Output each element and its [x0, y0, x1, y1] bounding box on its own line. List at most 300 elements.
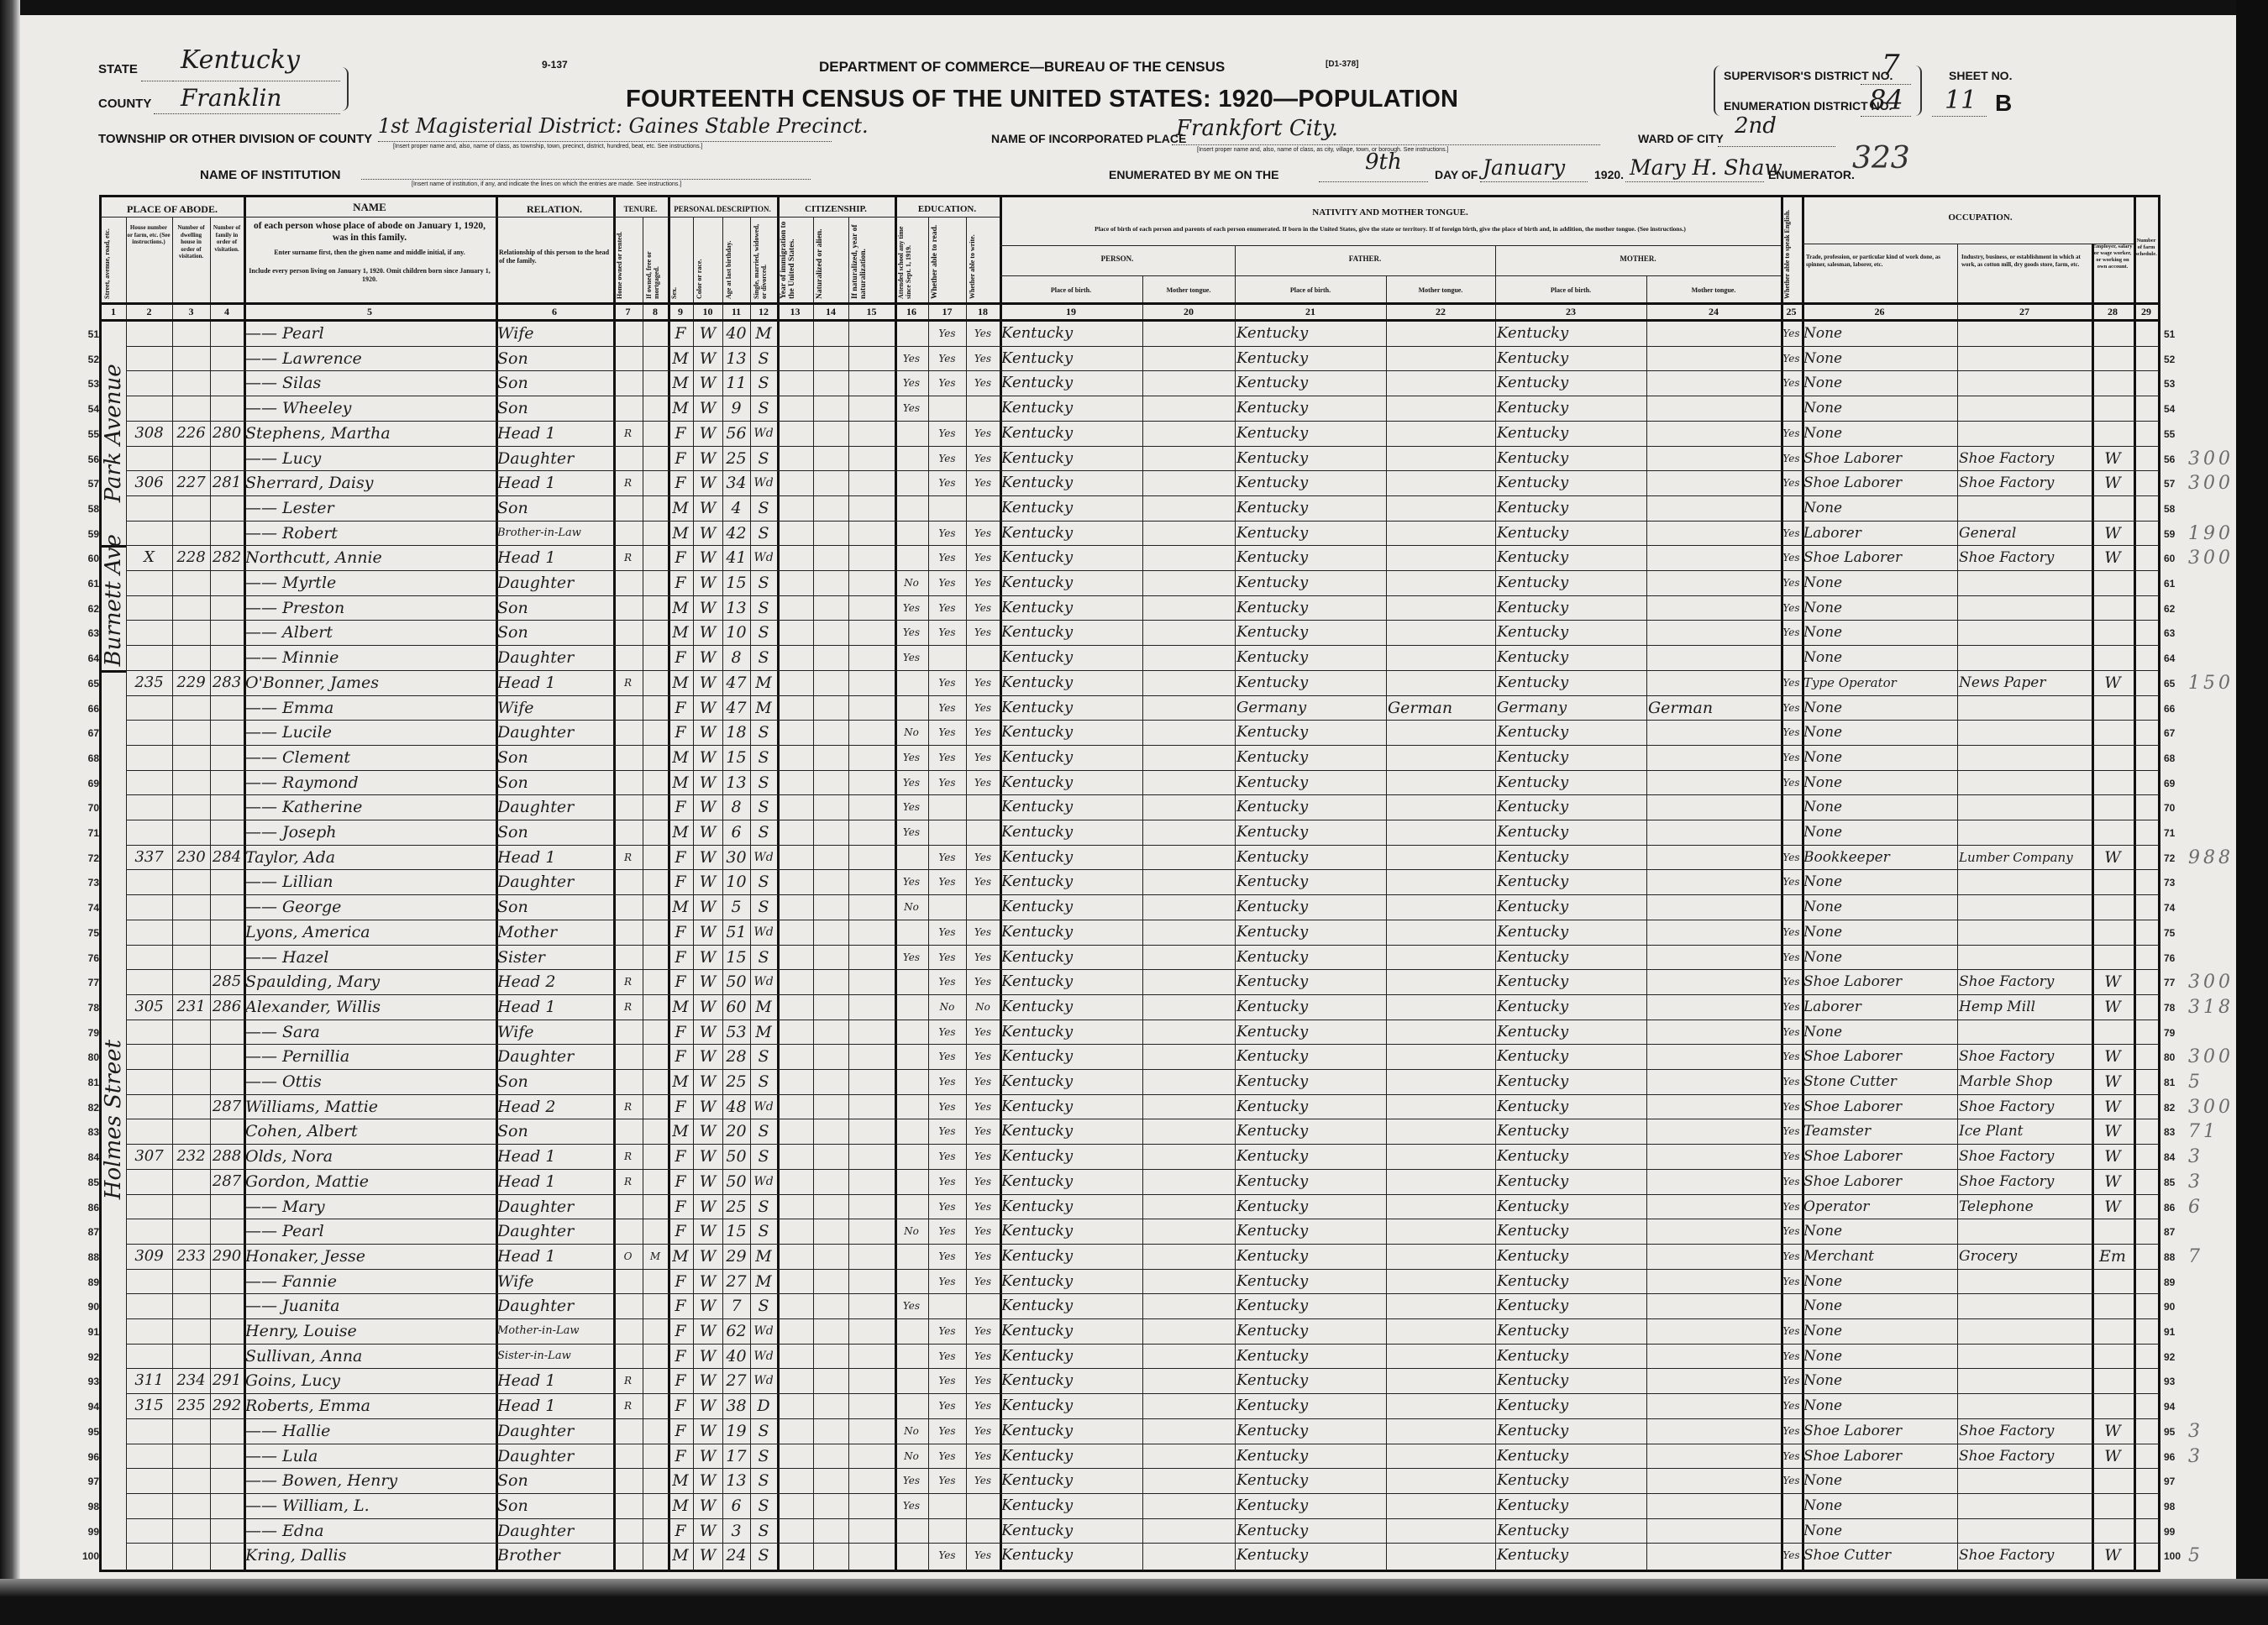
person-name: —— Pearl [245, 324, 324, 343]
column-number: 20 [1184, 306, 1194, 317]
header-c28: Employer, salary or wage worker, or working on own account. [2092, 244, 2133, 270]
column-number: 15 [866, 306, 877, 317]
person-birthplace: Kentucky [1001, 1246, 1074, 1265]
relation: Brother [497, 1546, 560, 1565]
marital-status: M [755, 1271, 772, 1291]
relation: Head 1 [497, 847, 556, 867]
occupation-trade: None [1803, 1397, 1843, 1415]
dwelling-number: 232 [176, 1147, 206, 1166]
occupation-trade: Stone Cutter [1803, 1073, 1897, 1090]
race: W [699, 648, 717, 668]
line-number: 67 [87, 727, 99, 740]
row-rule [126, 869, 2159, 870]
mother-birthplace: Kentucky [1497, 1122, 1569, 1140]
house-number: 305 [134, 997, 164, 1015]
header-father: FATHER. [1348, 254, 1382, 263]
able-to-read: Yes [938, 552, 956, 564]
year-label: 1920. [1594, 168, 1625, 181]
marital-status: S [758, 747, 769, 767]
marital-status: S [758, 574, 769, 592]
sex: F [675, 723, 686, 742]
line-number: 89 [87, 1276, 99, 1288]
institution-note: [Insert name of institution, if any, and indicate the lines on which the entries are made. See instructions.] [412, 181, 682, 187]
line-number: 65 [87, 677, 99, 689]
speaks-english: Yes [1782, 1250, 1800, 1262]
father-birthplace: Kentucky [1236, 423, 1309, 442]
marital-status: S [758, 1297, 769, 1316]
able-to-read: Yes [938, 1200, 956, 1213]
header-citizenship: CITIZENSHIP. [805, 204, 867, 214]
house-number: X [144, 548, 155, 567]
speaks-english: Yes [1782, 1000, 1800, 1013]
supervisor-district-value: 7 [1882, 49, 1900, 82]
line-number: 55 [87, 427, 99, 440]
relation: Head 1 [497, 474, 556, 493]
age: 7 [731, 1297, 742, 1316]
race: W [699, 1172, 717, 1191]
able-to-read: Yes [938, 377, 956, 390]
speaks-english: Yes [1782, 1076, 1800, 1088]
mother-birthplace: Kentucky [1497, 1047, 1569, 1066]
enumerated-month: January [1483, 155, 1566, 180]
occupation-trade: None [1803, 424, 1843, 442]
marital-status: S [758, 648, 769, 668]
header-mother-pob: Place of birth. [1550, 286, 1592, 294]
line-number: 85 [87, 1176, 99, 1188]
header-mother-tongue: Mother tongue. [1691, 286, 1736, 294]
column-number: 16 [906, 306, 916, 317]
marital-status: S [758, 723, 769, 742]
line-number-right: 88 [2164, 1250, 2176, 1263]
sex: M [672, 1122, 689, 1141]
person-name: —— Juanita [245, 1297, 340, 1316]
marital-status: S [758, 773, 769, 792]
marital-status: S [758, 523, 769, 543]
column-number: 12 [759, 306, 769, 317]
race: W [699, 349, 717, 368]
mother-birthplace: Kentucky [1497, 349, 1569, 367]
person-birthplace: Kentucky [1001, 873, 1074, 891]
mother-birthplace: Kentucky [1497, 1271, 1569, 1290]
row-rule [126, 421, 2159, 422]
line-number-right: 60 [2164, 553, 2176, 565]
marital-status: S [758, 798, 769, 817]
row-rule [126, 370, 2159, 371]
sex: F [675, 1271, 686, 1291]
speaks-english: Yes [1782, 377, 1800, 390]
marital-status: S [758, 947, 769, 967]
marital-status: S [758, 1521, 769, 1540]
person-name: Roberts, Emma [245, 1397, 370, 1416]
person-name: —— Sara [245, 1022, 320, 1041]
worker-class: W [2104, 448, 2121, 468]
speaks-english: Yes [1782, 1375, 1800, 1387]
column-number: 7 [625, 306, 631, 317]
father-birthplace: Kentucky [1236, 1546, 1309, 1565]
able-to-write: Yes [974, 328, 992, 339]
house-number: 309 [134, 1246, 164, 1265]
person-birthplace: Kentucky [1001, 1197, 1074, 1215]
able-to-read: Yes [938, 776, 956, 789]
line-number-right: 83 [2164, 1126, 2176, 1139]
mother-birthplace: Kentucky [1497, 498, 1569, 516]
marital-status: S [758, 1147, 769, 1166]
line-number: 77 [87, 977, 99, 989]
dwelling-number: 228 [176, 548, 206, 567]
line-number-right: 93 [2164, 1376, 2176, 1388]
header-c18: Whether able to write. [969, 234, 976, 299]
father-birthplace: Germany [1236, 698, 1307, 716]
occupation-industry: Hemp Mill [1959, 998, 2036, 1015]
relation: Head 1 [497, 1397, 556, 1416]
line-number: 53 [87, 378, 99, 391]
person-birthplace: Kentucky [1001, 324, 1074, 342]
person-name: —— Pernillia [245, 1047, 350, 1067]
race: W [699, 922, 717, 941]
speaks-english: Yes [1782, 1151, 1800, 1163]
line-number: 98 [87, 1500, 99, 1512]
pencil-code: 3 [2188, 1445, 2203, 1467]
header-relation-desc: Relationship of this person to the head of the family. [499, 249, 610, 265]
header-person-tongue: Mother tongue. [1166, 286, 1211, 294]
enumeration-district-label: ENUMERATION DISTRICT NO. [1724, 99, 1893, 113]
column-number: 19 [1066, 306, 1076, 317]
line-number: 94 [87, 1401, 99, 1413]
speaks-english: Yes [1782, 626, 1800, 639]
person-name: —— Hallie [245, 1421, 331, 1440]
able-to-read: Yes [938, 1350, 956, 1362]
line-number: 61 [87, 578, 99, 590]
line-number-right: 65 [2164, 677, 2176, 689]
age: 24 [726, 1546, 747, 1565]
person-birthplace: Kentucky [1001, 498, 1074, 516]
father-birthplace: Kentucky [1236, 399, 1309, 417]
father-birthplace: Kentucky [1236, 1147, 1309, 1166]
row-rule [126, 695, 2159, 696]
ward-value: 2nd [1735, 113, 1777, 139]
relation: Head 1 [497, 997, 556, 1016]
father-birthplace: Kentucky [1236, 548, 1309, 567]
line-number: 69 [87, 777, 99, 789]
row-rule [126, 620, 2159, 621]
header-c1: Street, avenue, road, etc. [103, 228, 111, 299]
column-number: 5 [367, 306, 372, 317]
header-person-pob: Place of birth. [1050, 286, 1092, 294]
row-rule [126, 545, 2159, 546]
able-to-read: Yes [938, 1549, 956, 1562]
mother-birthplace: Kentucky [1497, 523, 1569, 542]
occupation-industry: Ice Plant [1959, 1123, 2024, 1140]
family-number: 290 [212, 1246, 242, 1265]
able-to-read: Yes [938, 1275, 956, 1287]
nativity-subheader-rule-2 [1000, 275, 1781, 276]
township-label: TOWNSHIP OR OTHER DIVISION OF COUNTY [98, 132, 373, 146]
occupation-trade: None [1803, 499, 1843, 516]
row-rule [126, 894, 2159, 895]
age: 5 [731, 898, 742, 917]
row-rule [126, 670, 2159, 671]
able-to-read: Yes [938, 1400, 956, 1413]
header-c9: Sex. [670, 287, 678, 299]
mother-birthplace: Kentucky [1497, 623, 1569, 642]
occupation-trade: None [1803, 1472, 1843, 1490]
race: W [699, 1371, 717, 1391]
family-number: 285 [212, 972, 242, 991]
family-number: 286 [212, 997, 242, 1015]
mother-birthplace: Kentucky [1497, 1471, 1569, 1490]
line-number-right: 81 [2164, 1077, 2176, 1088]
person-name: —— Lawrence [245, 349, 362, 368]
marital-status: Wd [753, 1099, 774, 1114]
person-birthplace: Kentucky [1001, 747, 1074, 766]
marital-status: S [758, 598, 769, 617]
row-rule [126, 1044, 2159, 1045]
person-birthplace: Kentucky [1001, 1097, 1074, 1115]
able-to-write: Yes [974, 751, 992, 763]
person-birthplace: Kentucky [1001, 673, 1074, 691]
person-name: Stephens, Martha [245, 423, 391, 443]
row-rule [126, 745, 2159, 746]
person-name: —— Emma [245, 698, 334, 717]
dwelling-number: 233 [176, 1246, 206, 1265]
marital-status: Wd [753, 850, 774, 864]
line-number: 73 [87, 877, 99, 889]
line-number-right: 63 [2164, 627, 2176, 640]
pencil-code: 71 [2188, 1121, 2218, 1143]
person-birthplace: Kentucky [1001, 448, 1074, 467]
person-name: —— Lillian [245, 873, 333, 892]
person-name: Goins, Lucy [245, 1371, 340, 1391]
able-to-write: Yes [974, 1350, 992, 1362]
occupation-trade: None [1803, 748, 1843, 766]
occupation-trade: Shoe Laborer [1803, 1048, 1903, 1066]
line-number-right: 90 [2164, 1301, 2176, 1313]
relation: Son [497, 1471, 528, 1491]
row-rule [126, 346, 2159, 347]
occupation-trade: None [1803, 1323, 1843, 1339]
relation: Head 1 [497, 673, 556, 692]
sex: M [672, 1072, 689, 1091]
line-number: 74 [87, 902, 99, 915]
speaks-english: Yes [1782, 1025, 1800, 1038]
able-to-read: Yes [938, 477, 956, 490]
able-to-read: Yes [938, 976, 956, 988]
line-number: 80 [87, 1051, 99, 1064]
occupation-trade: Shoe Cutter [1803, 1547, 1892, 1565]
header-nativity: NATIVITY AND MOTHER TONGUE. [1312, 207, 1468, 218]
row-rule [126, 945, 2159, 946]
line-number-right: 53 [2164, 378, 2176, 391]
sex: F [675, 1197, 686, 1216]
form-number: 9-137 [542, 59, 568, 71]
race: W [699, 1222, 717, 1241]
column-divider [1235, 245, 1236, 1570]
occupation-industry: News Paper [1959, 674, 2046, 691]
state-county-brace [340, 67, 349, 111]
person-birthplace: Kentucky [1001, 1072, 1074, 1090]
tenure-owned-rented: O [623, 1250, 633, 1262]
person-birthplace: Kentucky [1001, 1047, 1074, 1066]
able-to-read: Yes [938, 1424, 956, 1437]
line-number-right: 78 [2164, 1001, 2176, 1014]
relation: Son [497, 623, 528, 642]
line-number: 88 [87, 1250, 99, 1263]
father-birthplace: Kentucky [1236, 1097, 1309, 1115]
sex: F [675, 1147, 686, 1166]
age: 20 [726, 1122, 747, 1141]
row-rule [126, 1169, 2159, 1170]
line-number-right: 71 [2164, 827, 2176, 839]
able-to-read: Yes [938, 577, 956, 589]
able-to-write: Yes [974, 1151, 992, 1163]
sex: F [675, 947, 686, 967]
pencil-code: 150 [2188, 672, 2234, 694]
speaks-english: Yes [1782, 925, 1800, 938]
marital-status: M [755, 324, 772, 343]
father-birthplace: Kentucky [1236, 574, 1309, 591]
father-birthplace: Kentucky [1236, 1397, 1309, 1415]
race: W [699, 847, 717, 867]
occupation-trade: Teamster [1803, 1123, 1872, 1140]
sex: F [675, 1222, 686, 1241]
line-number-right: 87 [2164, 1226, 2176, 1239]
person-name: —— Preston [245, 598, 345, 617]
nativity-subheader-rule [1000, 245, 1781, 246]
father-birthplace: Kentucky [1236, 648, 1309, 667]
header-c26: Trade, profession, or particular kind of work done, as spinner, salesman, laborer, etc. [1806, 254, 1940, 268]
tenure-owned-rented: R [623, 477, 633, 490]
line-number: 70 [87, 802, 99, 815]
mother-birthplace: Kentucky [1497, 648, 1569, 667]
person-birthplace: Kentucky [1001, 1022, 1074, 1041]
row-rule [126, 720, 2159, 721]
marital-status: S [758, 1122, 769, 1141]
mother-birthplace: Kentucky [1497, 474, 1569, 492]
age: 15 [726, 947, 747, 967]
line-number-right: 91 [2164, 1326, 2176, 1338]
mother-birthplace: Kentucky [1497, 1446, 1569, 1465]
header-name: NAME [353, 201, 386, 213]
occupation-trade: None [1803, 375, 1843, 392]
able-to-read: Yes [938, 1325, 956, 1337]
family-number: 280 [212, 423, 242, 442]
marital-status: S [758, 873, 769, 892]
relation: Brother-in-Law [497, 526, 581, 539]
state-value: Kentucky [181, 45, 300, 75]
worker-class: W [2104, 1122, 2121, 1141]
sex: F [675, 698, 686, 717]
line-number-right: 73 [2164, 877, 2176, 889]
able-to-write: Yes [974, 951, 992, 963]
column-divider [613, 196, 616, 1570]
sex: F [675, 1322, 686, 1340]
age: 11 [726, 374, 747, 393]
marital-status: S [758, 1222, 769, 1241]
row-rule [126, 521, 2159, 522]
relation: Son [497, 898, 528, 917]
line-number: 76 [87, 951, 99, 964]
sheet-label: SHEET NO. [1949, 69, 2013, 82]
able-to-write: No [975, 1000, 990, 1013]
line-number: 68 [87, 752, 99, 764]
race: W [699, 1271, 717, 1291]
sex: F [675, 873, 686, 892]
column-number: 23 [1566, 306, 1576, 317]
column-number: 3 [188, 306, 194, 317]
able-to-write: Yes [974, 1051, 992, 1063]
speaks-english: Yes [1782, 1424, 1800, 1437]
column-number: 1 [111, 306, 116, 317]
father-birthplace: Kentucky [1236, 1246, 1309, 1265]
age: 25 [726, 1072, 747, 1091]
speaks-english: Yes [1782, 1100, 1800, 1113]
marital-status: S [758, 374, 769, 393]
line-number: 95 [87, 1425, 99, 1438]
sex: M [672, 399, 689, 418]
marital-status: S [758, 1496, 769, 1515]
age: 10 [726, 623, 747, 642]
able-to-read: Yes [938, 601, 956, 614]
supervisor-district-label: SUPERVISOR'S DISTRICT NO. [1724, 69, 1893, 82]
family-number: 292 [212, 1397, 242, 1415]
sex: F [675, 1421, 686, 1440]
enumerated-day: 9th [1365, 149, 1402, 175]
mother-birthplace: Kentucky [1497, 673, 1569, 691]
person-birthplace: Kentucky [1001, 1397, 1074, 1415]
incorporated-underline [1172, 144, 1600, 145]
column-number: 8 [653, 306, 658, 317]
sex: F [675, 1346, 686, 1366]
line-number-right: 89 [2164, 1276, 2176, 1288]
census-title: FOURTEENTH CENSUS OF THE UNITED STATES: 1920—POPULATION [626, 86, 1459, 113]
line-number: 100 [82, 1550, 100, 1563]
mother-birthplace: Kentucky [1497, 1097, 1569, 1115]
speaks-english: Yes [1782, 477, 1800, 490]
person-birthplace: Kentucky [1001, 1496, 1074, 1514]
line-number: 96 [87, 1450, 99, 1463]
occupation-industry: Shoe Factory [1959, 1547, 2055, 1565]
dwelling-number: 235 [176, 1397, 206, 1415]
speaks-english: Yes [1782, 1051, 1800, 1063]
speaks-english: Yes [1782, 676, 1800, 689]
able-to-read: Yes [938, 1449, 956, 1462]
mother-birthplace: Kentucky [1497, 1496, 1569, 1514]
relation: Sister [497, 947, 545, 967]
race: W [699, 399, 717, 418]
header-tenure: TENURE. [623, 205, 658, 213]
occupation-industry: Shoe Factory [1959, 1422, 2055, 1439]
line-number-right: 64 [2164, 653, 2176, 665]
age: 6 [731, 1496, 742, 1515]
column-number: 24 [1709, 306, 1719, 317]
relation: Head 2 [497, 972, 556, 992]
person-birthplace: Kentucky [1001, 898, 1074, 916]
attended-school: Yes [902, 402, 921, 415]
street-name: Burnett Ave [101, 534, 126, 667]
sex: F [675, 324, 686, 343]
line-number: 59 [87, 527, 99, 540]
mother-birthplace: Kentucky [1497, 873, 1569, 891]
row-rule [126, 470, 2159, 471]
tenure-owned-rented: R [623, 427, 633, 439]
worker-class: W [2104, 1546, 2121, 1565]
line-number-right: 52 [2164, 353, 2176, 365]
age: 8 [731, 648, 742, 668]
person-name: —— Lula [245, 1446, 318, 1465]
relation: Son [497, 1122, 528, 1141]
able-to-read: Yes [938, 1025, 956, 1038]
occupation-trade: Shoe Laborer [1803, 1172, 1903, 1190]
